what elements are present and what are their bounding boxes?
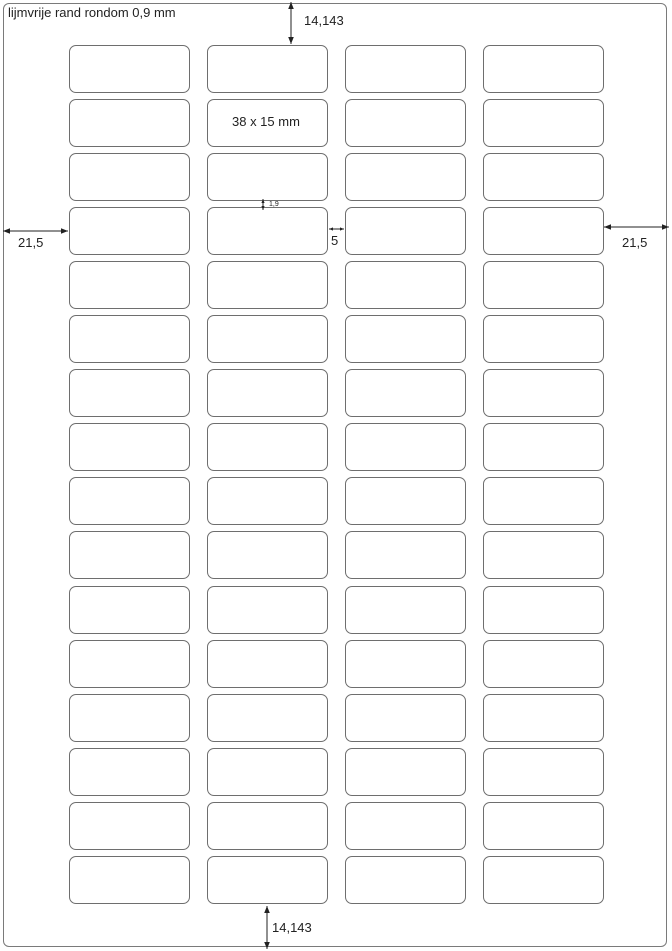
label-cell (69, 856, 190, 904)
label-cell (207, 261, 328, 309)
label-cell (483, 586, 604, 634)
label-cell (69, 802, 190, 850)
label-cell (345, 99, 466, 147)
label-cell (345, 586, 466, 634)
label-cell (345, 694, 466, 742)
column-gap-value: 5 (331, 233, 339, 248)
label-cell (345, 315, 466, 363)
label-cell (345, 531, 466, 579)
label-cell (345, 45, 466, 93)
label-cell (345, 153, 466, 201)
label-cell (69, 531, 190, 579)
label-cell (483, 45, 604, 93)
label-cell (483, 748, 604, 796)
label-cell (207, 207, 328, 255)
label-cell (345, 802, 466, 850)
label-cell (207, 369, 328, 417)
row-gap-value: 1,9 (269, 201, 279, 208)
label-cell (207, 640, 328, 688)
label-cell (483, 99, 604, 147)
label-cell (345, 261, 466, 309)
label-cell (69, 586, 190, 634)
label-cell (69, 640, 190, 688)
label-cell (69, 315, 190, 363)
label-cell (483, 315, 604, 363)
bottom-margin-value: 14,143 (272, 920, 312, 935)
label-cell (207, 748, 328, 796)
left-margin-value: 21,5 (18, 235, 44, 250)
label-cell (69, 45, 190, 93)
label-cell (483, 531, 604, 579)
label-cell (483, 477, 604, 525)
label-cell (69, 261, 190, 309)
label-cell (69, 477, 190, 525)
label-size-text: 38 x 15 mm (232, 114, 300, 129)
label-cell (207, 315, 328, 363)
label-cell (345, 423, 466, 471)
label-cell (69, 369, 190, 417)
label-cell (69, 207, 190, 255)
label-cell (69, 153, 190, 201)
label-cell (69, 423, 190, 471)
label-cell (483, 856, 604, 904)
label-cell (345, 856, 466, 904)
label-cell (207, 856, 328, 904)
label-cell (483, 261, 604, 309)
label-cell (345, 640, 466, 688)
label-cell (69, 748, 190, 796)
label-cell (207, 153, 328, 201)
label-cell (345, 207, 466, 255)
label-cell (207, 586, 328, 634)
label-cell (207, 477, 328, 525)
right-margin-value: 21,5 (622, 235, 648, 250)
label-cell (345, 748, 466, 796)
label-cell (483, 694, 604, 742)
label-cell (69, 694, 190, 742)
glue-free-edge-note: lijmvrije rand rondom 0,9 mm (8, 5, 176, 20)
label-cell (207, 423, 328, 471)
label-cell (207, 531, 328, 579)
label-cell (483, 802, 604, 850)
label-cell (207, 694, 328, 742)
label-cell (483, 640, 604, 688)
label-cell (345, 477, 466, 525)
label-cell (345, 369, 466, 417)
label-cell (483, 369, 604, 417)
label-cell (483, 423, 604, 471)
label-cell (69, 99, 190, 147)
label-cell (483, 153, 604, 201)
label-cell (483, 207, 604, 255)
top-margin-value: 14,143 (304, 13, 344, 28)
label-cell (207, 802, 328, 850)
label-cell (207, 45, 328, 93)
